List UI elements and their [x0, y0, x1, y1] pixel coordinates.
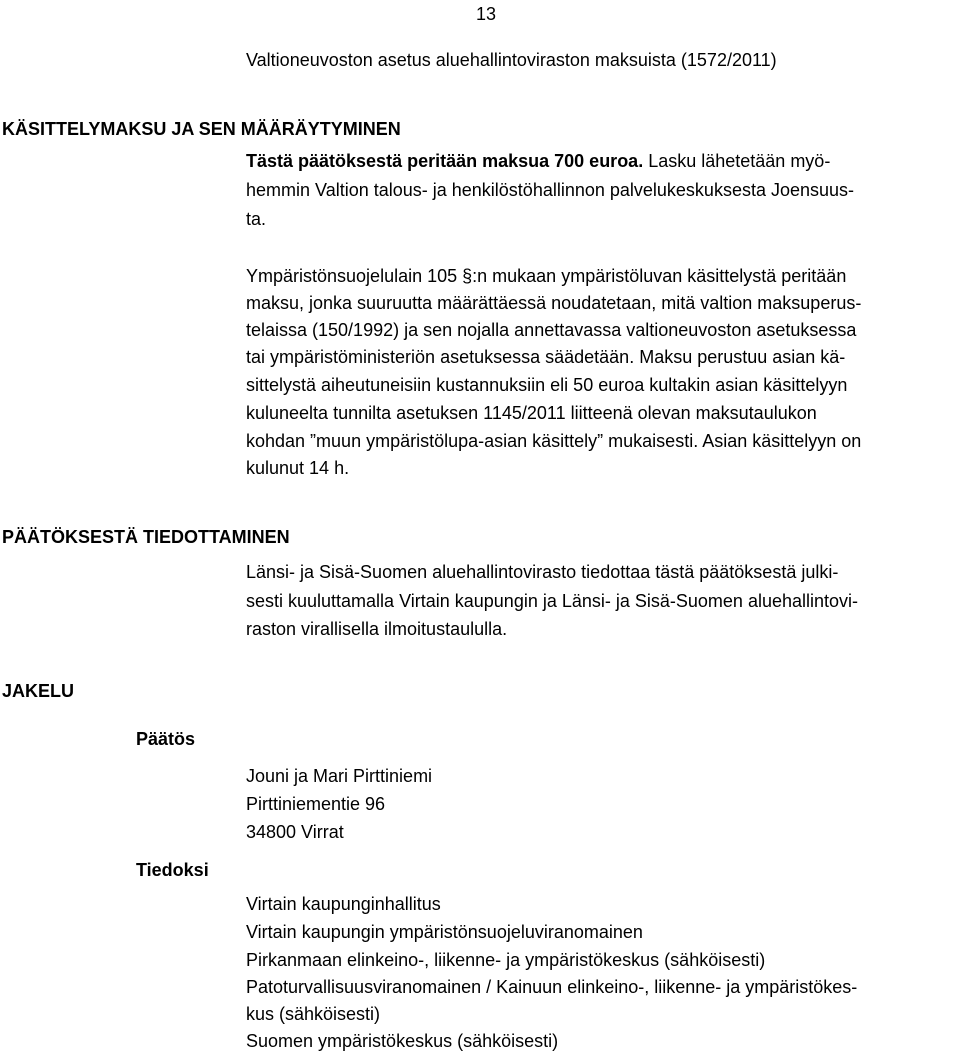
distribution-label-tiedoksi: Tiedoksi — [136, 860, 209, 880]
section-heading-jakelu: JAKELU — [2, 681, 75, 701]
info-recipient-line: Pirkanmaan elinkeino-, liikenne- ja ympäristökeskus (sähköisesti) — [246, 950, 766, 970]
recipient-line: Jouni ja Mari Pirttiniemi — [246, 766, 433, 786]
fee-amount-text: Tästä päätöksestä peritään maksua 700 euroa. — [246, 151, 644, 171]
basis-paragraph-line: kuluneelta tunnilta asetuksen 1145/2011 liitteenä olevan maksutaulukon — [246, 403, 817, 423]
basis-paragraph-line: kulunut 14 h. — [246, 458, 350, 478]
fee-paragraph-line: ta. — [246, 209, 267, 229]
info-recipient-line: Patoturvallisuusviranomainen / Kainuun elinkeino-, liikenne- ja ympäristökes- — [246, 977, 858, 997]
recipient-line: 34800 Virrat — [246, 822, 344, 842]
basis-paragraph-line: tai ympäristöministeriön asetuksessa säädetään. Maksu perustuu asian kä- — [246, 347, 846, 367]
announcement-line: Länsi- ja Sisä-Suomen aluehallintovirasto tiedottaa tästä päätöksestä julki- — [246, 562, 839, 582]
section-heading-kasittelymaksu: KÄSITTELYMAKSU JA SEN MÄÄRÄYTYMINEN — [2, 119, 401, 139]
basis-paragraph-line: Ympäristönsuojelulain 105 §:n mukaan ympäristöluvan käsittelystä peritään — [246, 266, 847, 286]
info-recipient-line: Virtain kaupunginhallitus — [246, 894, 441, 914]
basis-paragraph-line: telaissa (150/1992) ja sen nojalla annettavassa valtioneuvoston asetuksessa — [246, 320, 857, 340]
info-recipient-line: Suomen ympäristökeskus (sähköisesti) — [246, 1031, 559, 1051]
document-title: Valtioneuvoston asetus aluehallintoviraston maksuista (1572/2011) — [246, 50, 777, 70]
fee-paragraph-line — [246, 148, 830, 174]
announcement-line: raston virallisella ilmoitustaululla. — [246, 619, 508, 639]
basis-paragraph-line: maksu, jonka suuruutta määrättäessä noudatetaan, mitä valtion maksuperus- — [246, 293, 862, 313]
recipient-line: Pirttiniementie 96 — [246, 794, 386, 814]
fee-paragraph-text: Lasku lähetetään myö- — [643, 151, 831, 171]
announcement-line: sesti kuuluttamalla Virtain kaupungin ja Länsi- ja Sisä-Suomen aluehallintovi- — [246, 591, 859, 611]
info-recipient-line: kus (sähköisesti) — [246, 1004, 381, 1024]
basis-paragraph-line: kohdan ”muun ympäristölupa-asian käsittely” mukaisesti. Asian käsittelyyn on — [246, 431, 862, 451]
distribution-label-paatos: Päätös — [136, 729, 196, 749]
info-recipient-line: Virtain kaupungin ympäristönsuojeluviranomainen — [246, 922, 643, 942]
fee-paragraph-line: hemmin Valtion talous- ja henkilöstöhallinnon palvelukeskuksesta Joensuus- — [246, 180, 855, 200]
page-number: 13 — [476, 4, 497, 24]
basis-paragraph-line: sittelystä aiheutuneisiin kustannuksiin eli 50 euroa kultakin asian käsittelyyn — [246, 375, 848, 395]
section-heading-tiedottaminen: PÄÄTÖKSESTÄ TIEDOTTAMINEN — [2, 527, 290, 547]
